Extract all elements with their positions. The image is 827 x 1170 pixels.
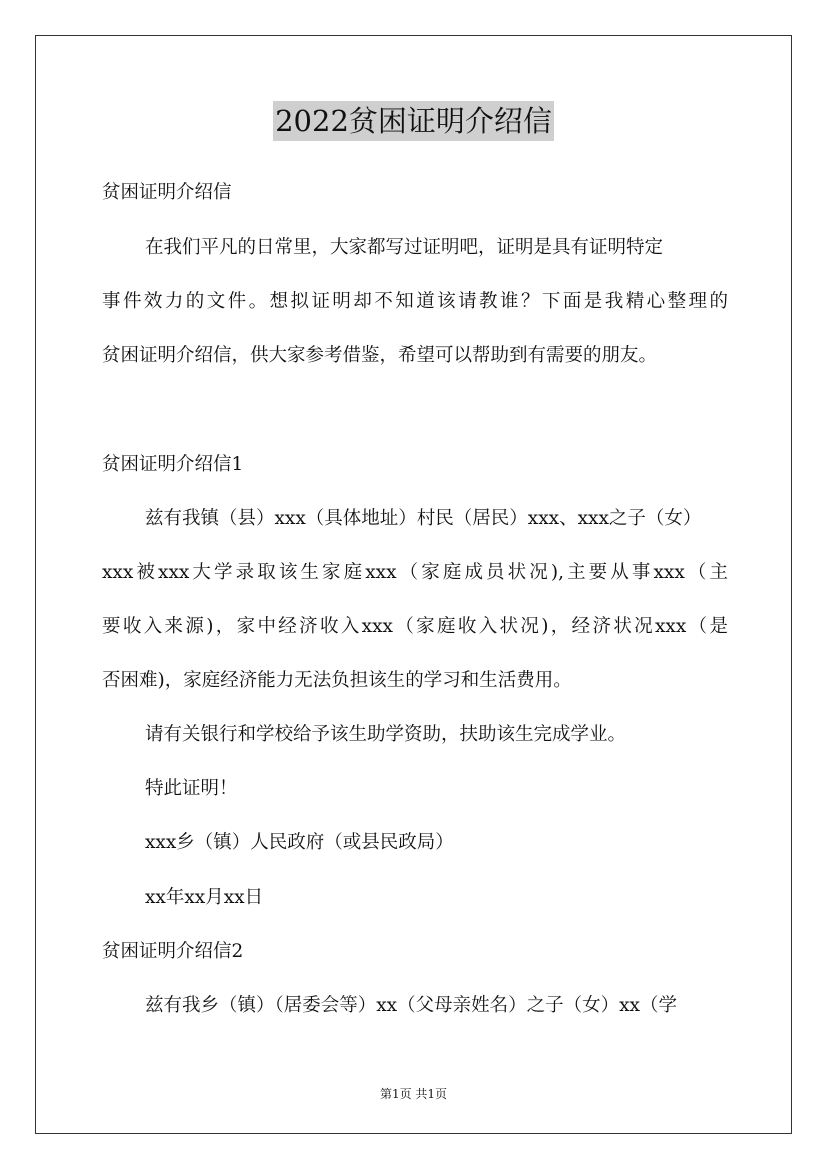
- letter1-line-1: 兹有我镇（县）xxx（具体地址）村民（居民）xxx、xxx之子（女）: [145, 508, 702, 529]
- letter2-line-1: 兹有我乡（镇）（居委会等）xx（父母亲姓名）之子（女）xx（学: [145, 995, 677, 1016]
- title-container: [0, 101, 827, 141]
- section-heading-2: 贫困证明介绍信2: [102, 941, 244, 962]
- intro-line-2: 事件效力的文件。想拟证明却不知道该请教谁？下面是我精心整理的: [102, 291, 728, 312]
- intro-line-1: 在我们平凡的日常里，大家都写过证明吧，证明是具有证明特定: [145, 237, 664, 258]
- document-title: 2022贫困证明介绍信: [273, 101, 554, 141]
- intro-line-3: 贫困证明介绍信，供大家参考借鉴，希望可以帮助到有需要的朋友。: [102, 345, 658, 366]
- letter1-closing: 特此证明！: [145, 778, 238, 799]
- letter1-line-3: 要收入来源)，家中经济收入xxx（家庭收入状况)，经济状况xxx（是: [102, 616, 728, 637]
- section-heading-1: 贫困证明介绍信1: [102, 454, 244, 475]
- letter1-line-4: 否困难)，家庭经济能力无法负担该生的学习和生活费用。: [102, 670, 572, 691]
- letter1-signatory: xxx乡（镇）人民政府（或县民政局）: [145, 832, 454, 853]
- letter1-request: 请有关银行和学校给予该生助学资助，扶助该生完成学业。: [145, 724, 627, 745]
- page-footer: 第1页 共1页: [379, 1087, 448, 1101]
- section-heading-intro: 贫困证明介绍信: [102, 182, 232, 203]
- letter1-date: xx年xx月xx日: [145, 887, 264, 908]
- letter1-line-2: xxx被xxx大学录取该生家庭xxx（家庭成员状况),主要从事xxx（主: [102, 562, 728, 583]
